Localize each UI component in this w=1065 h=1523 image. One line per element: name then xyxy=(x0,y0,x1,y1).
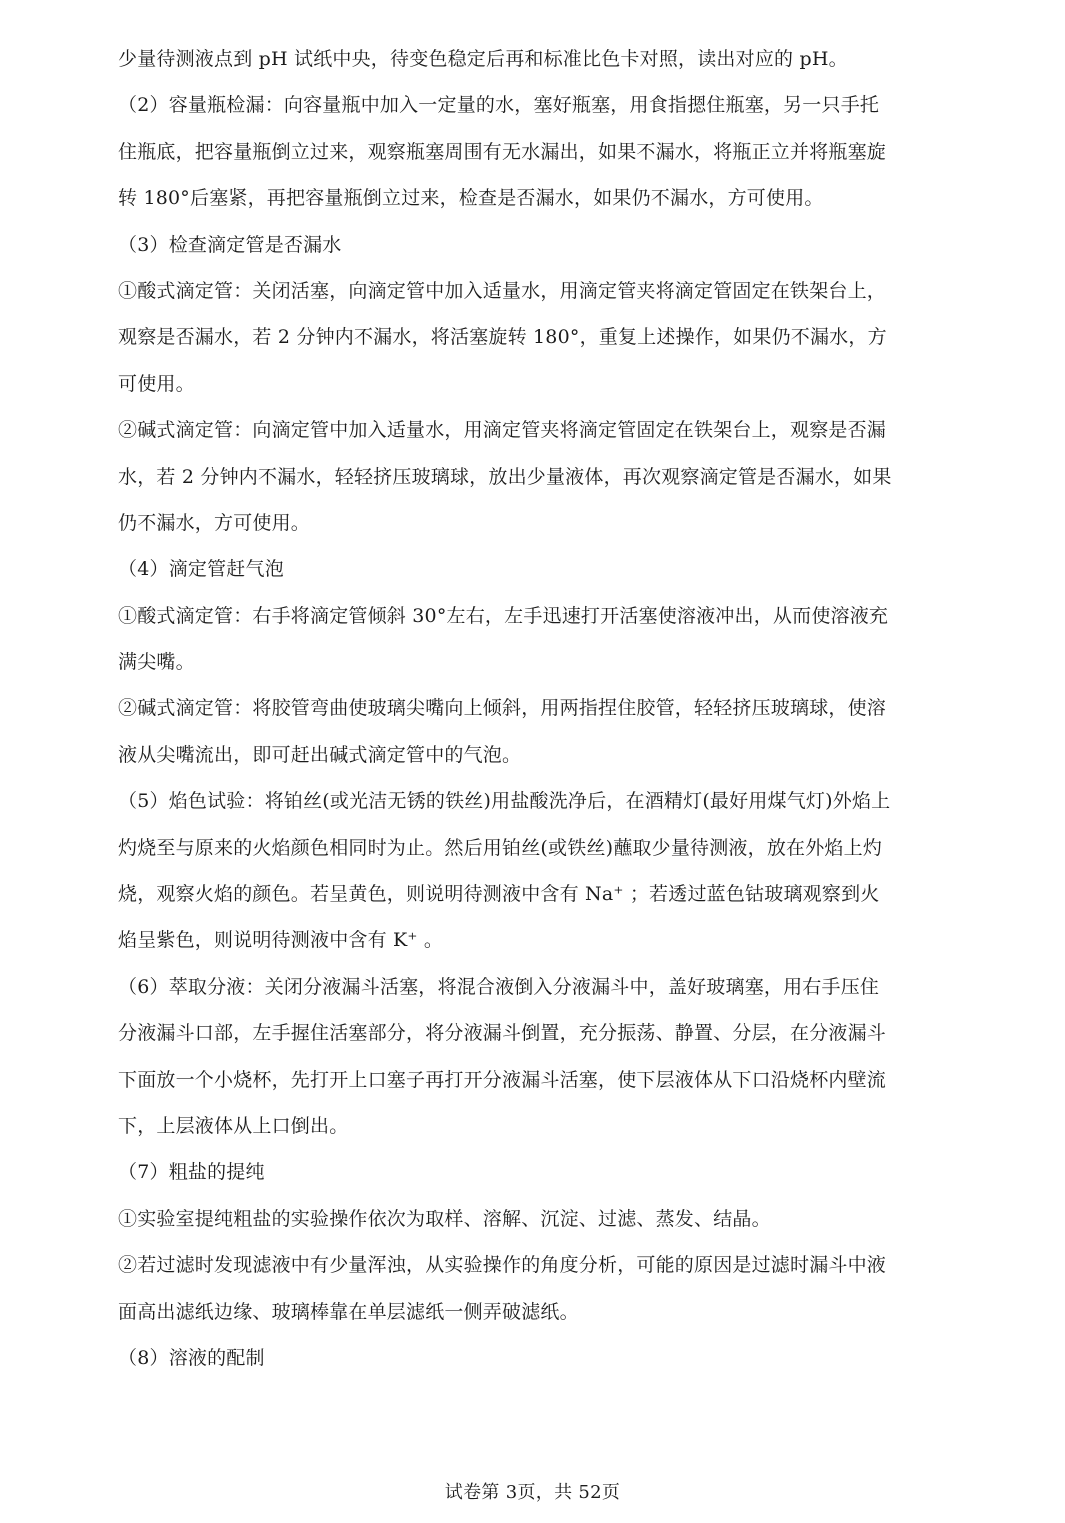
text-line: 灼烧至与原来的火焰颜色相同时为止。然后用铂丝(或铁丝)蘸取少量待测液，放在外焰上灼 xyxy=(118,836,883,859)
text-line: 焰呈紫色，则说明待测液中含有 K⁺ 。 xyxy=(118,929,444,952)
text-line: ①酸式滴定管：关闭活塞，向滴定管中加入适量水，用滴定管夹将滴定管固定在铁架台上， xyxy=(118,279,887,302)
text-line: ②碱式滴定管：向滴定管中加入适量水，用滴定管夹将滴定管固定在铁架台上，观察是否漏 xyxy=(118,419,887,442)
text-line: 水，若 2 分钟内不漏水，轻轻挤压玻璃球，放出少量液体，再次观察滴定管是否漏水，如果 xyxy=(118,465,892,488)
text-line: 烧，观察火焰的颜色。若呈黄色，则说明待测液中含有 Na⁺ ；若透过蓝色钴玻璃观察到火 xyxy=(118,883,880,906)
text-line: 观察是否漏水，若 2 分钟内不漏水，将活塞旋转 180°，重复上述操作，如果仍不漏水，方 xyxy=(118,326,887,349)
text-line: 面高出滤纸边缘、玻璃棒靠在单层滤纸一侧弄破滤纸。 xyxy=(118,1300,579,1323)
section-heading: （4）滴定管赶气泡 xyxy=(118,558,284,581)
text-line: 液从尖嘴流出，即可赶出碱式滴定管中的气泡。 xyxy=(118,743,522,766)
text-line: 仍不漏水，方可使用。 xyxy=(118,511,311,534)
text-line: 少量待测液点到 pH 试纸中央，待变色稳定后再和标准比色卡对照，读出对应的 pH。 xyxy=(118,48,848,70)
text-line: （2）容量瓶检漏：向容量瓶中加入一定量的水，塞好瓶塞，用食指摁住瓶塞，另一只手托 xyxy=(118,94,880,117)
text-line: 满尖嘴。 xyxy=(118,651,195,674)
text-line: ②若过滤时发现滤液中有少量浑浊，从实验操作的角度分析，可能的原因是过滤时漏斗中液 xyxy=(118,1254,887,1277)
text-line: 分液漏斗口部，左手握住活塞部分，将分液漏斗倒置，充分振荡、静置、分层，在分液漏斗 xyxy=(118,1022,887,1045)
text-line: ①酸式滴定管：右手将滴定管倾斜 30°左右，左手迅速打开活塞使溶液冲出，从而使溶液充 xyxy=(118,604,889,627)
text-line: （6）萃取分液：关闭分液漏斗活塞，将混合液倒入分液漏斗中，盖好玻璃塞，用右手压住 xyxy=(118,975,880,998)
page-footer: 试卷第 3页，共 52页 xyxy=(444,1482,621,1503)
text-line: 住瓶底，把容量瓶倒立过来，观察瓶塞周围有无水漏出，如果不漏水，将瓶正立并将瓶塞旋 xyxy=(118,140,887,163)
section-heading: （8）溶液的配制 xyxy=(118,1346,265,1369)
text-line: （5）焰色试验：将铂丝(或光洁无锈的铁丝)用盐酸洗净后，在酒精灯(最好用煤气灯)外焰上 xyxy=(118,790,891,813)
text-line: 下，上层液体从上口倒出。 xyxy=(118,1114,349,1137)
document-body xyxy=(118,36,938,1381)
section-heading: （3）检查滴定管是否漏水 xyxy=(118,233,342,256)
text-line: 下面放一个小烧杯，先打开上口塞子再打开分液漏斗活塞，使下层液体从下口沿烧杯内壁流 xyxy=(118,1068,887,1091)
text-line: 转 180°后塞紧，再把容量瓶倒立过来，检查是否漏水，如果仍不漏水，方可使用。 xyxy=(118,187,824,210)
section-heading: （7）粗盐的提纯 xyxy=(118,1161,265,1184)
text-line: 可使用。 xyxy=(118,372,195,395)
text-line: ②碱式滴定管：将胶管弯曲使玻璃尖嘴向上倾斜，用两指捏住胶管，轻轻挤压玻璃球，使溶 xyxy=(118,697,887,720)
text-line: ①实验室提纯粗盐的实验操作依次为取样、溶解、沉淀、过滤、蒸发、结晶。 xyxy=(118,1207,771,1230)
